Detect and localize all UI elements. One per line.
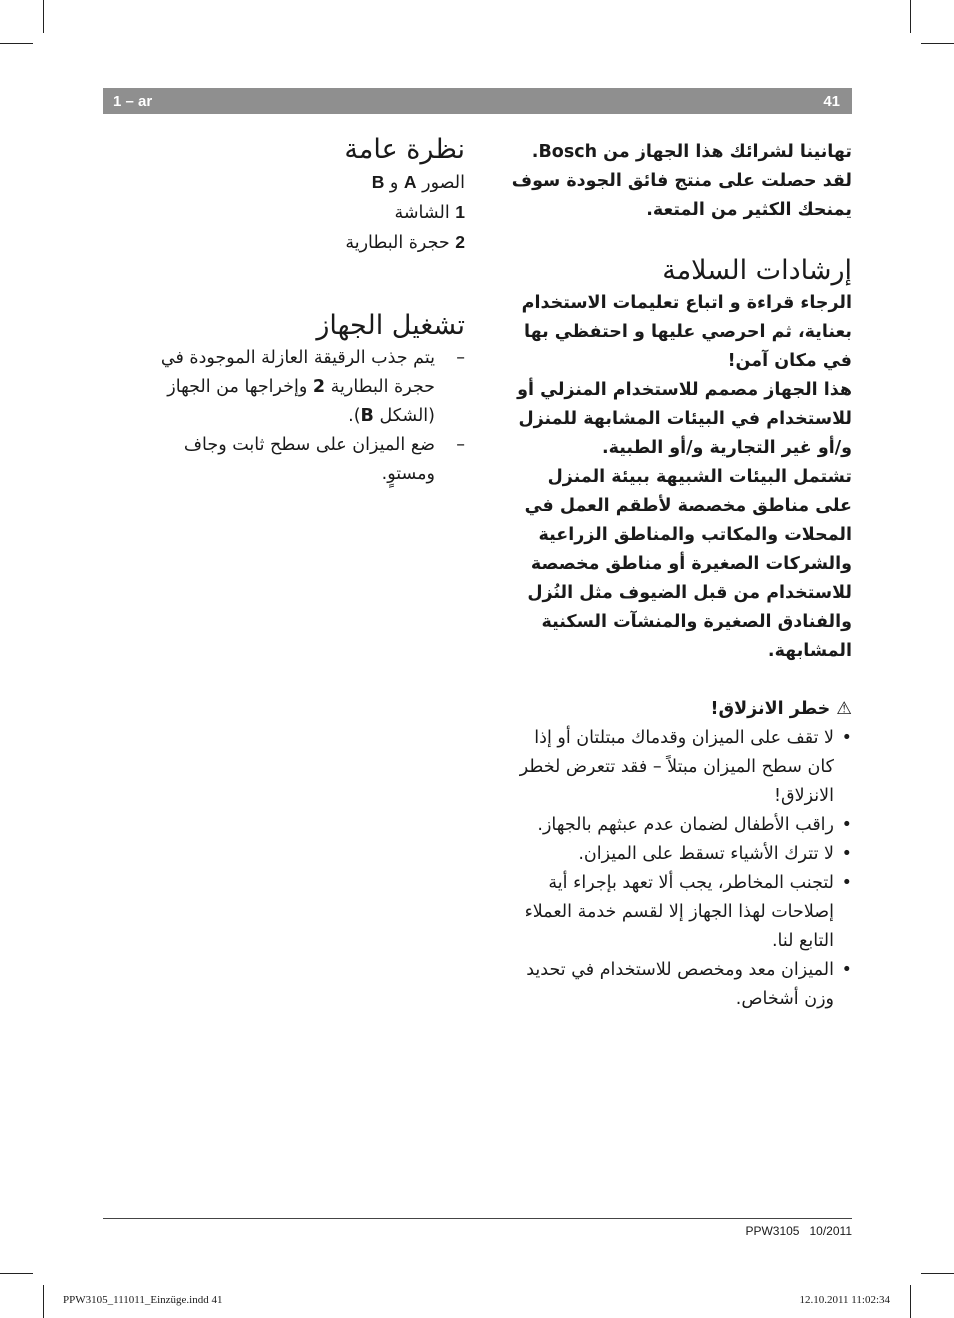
safety-paragraph: الرجاء قراءة و اتباع تعليمات الاستخدام بعناية، ثم احرصي عليها و احتفظي بها في مكان آمن! [521, 293, 852, 371]
warning-title-text: خطر الانزلاق! [710, 699, 831, 719]
crop-mark [43, 0, 44, 33]
crop-mark [43, 1285, 44, 1318]
list-item: • الميزان معد ومخصص للاستخدام في تحديد وزن أشخاص. [508, 956, 852, 1014]
list-item: • لا تترك الأشياء تسقط على الميزان. [508, 840, 852, 869]
left-column [125, 132, 465, 489]
figure-label: B [360, 406, 374, 426]
crop-mark [0, 1273, 33, 1274]
item-number: 2 [312, 377, 326, 397]
item-text: حجرة البطارية [345, 233, 456, 253]
overview-heading: نظرة عامة [344, 134, 465, 165]
crop-mark [910, 1285, 911, 1318]
intro-text: تهانينا لشرائك هذا الجهاز من Bosch. لقد حصلت على منتج فائق الجودة سوف يمنحك الكثير من المتعة. [511, 142, 852, 220]
dash-marker: – [456, 348, 465, 368]
operation-heading: تشغيل الجهاز [316, 310, 465, 341]
safety-heading: إرشادات السلامة [662, 255, 852, 286]
item-number: 2 [455, 232, 465, 252]
safety-paragraph: تشتمل البيئات الشبيهة ببيئة المنزل على مناطق مخصصة لأطقم العمل في المحلات والمكاتب والمناطق الزراعية والشركات الصغيرة أو مناطق مخصصة للاستخدام من قبل الضيوف مثل النُزل والفنادق الصغيرة والمنشآت السكنية المشابهة. [524, 467, 852, 661]
slug-timestamp: 12.10.2011 11:02:34 [799, 1294, 890, 1306]
right-column [508, 138, 852, 1014]
dash-marker: – [456, 435, 465, 455]
item-number: 1 [455, 202, 465, 222]
list-item [157, 344, 465, 431]
warning-list [508, 724, 852, 1014]
list-item: • راقب الأطفال لضمان عدم عبثهم بالجهاز. [508, 811, 852, 840]
overview-item [125, 228, 465, 258]
warning-triangle-icon: ⚠ [836, 699, 852, 719]
footer-date: 10/2011 [809, 1224, 852, 1238]
crop-mark [910, 0, 911, 33]
header-section-label: 1 – ar [113, 93, 153, 110]
list-item: • لا تقف على الميزان وقدماك مبتلتان أو إذا كان سطح الميزان مبتلاً – فقد تتعرض لخطر الانزلاق! [508, 724, 852, 811]
footer-info [745, 1224, 852, 1238]
slug-file: PPW3105_111011_Einzüge.indd 41 [63, 1294, 223, 1306]
overview-item [125, 198, 465, 228]
step-text: يتم جذب الرقيقة العازلة الموجودة في حجرة البطارية [160, 348, 435, 397]
item-text: الشاشة [394, 203, 456, 223]
step-text: وإخراجها من الجهاز (الشكل [167, 377, 435, 426]
overview-figures-line [125, 168, 465, 198]
list-item [157, 431, 465, 489]
figure-label: B [371, 172, 385, 192]
footer-rule [103, 1218, 852, 1219]
model-number: PPW3105 [745, 1224, 800, 1238]
step-text: ). [348, 406, 361, 426]
safety-paragraph: هذا الجهاز مصمم للاستخدام المنزلي أو للاستخدام في البيئات المشابهة للمنزل و/أو غير التجارية و/أو الطبية. [517, 380, 852, 458]
crop-mark [921, 43, 954, 44]
operation-steps [125, 344, 465, 489]
page-number: 41 [823, 93, 840, 110]
figure-label: A [403, 172, 417, 192]
page-header-bar [103, 88, 852, 114]
list-item: • لتجنب المخاطر، يجب ألا تعهد بإجراء أية إصلاحات لهذا الجهاز إلا لقسم خدمة العملاء التابع لنا. [508, 869, 852, 956]
slip-warning-title [508, 694, 852, 724]
crop-mark [0, 43, 33, 44]
overview-text: و [384, 173, 404, 193]
overview-text: الصور [416, 173, 465, 193]
step-text: ضع الميزان على سطح ثابت وجاف ومستوٍ. [183, 435, 435, 484]
crop-mark [921, 1273, 954, 1274]
